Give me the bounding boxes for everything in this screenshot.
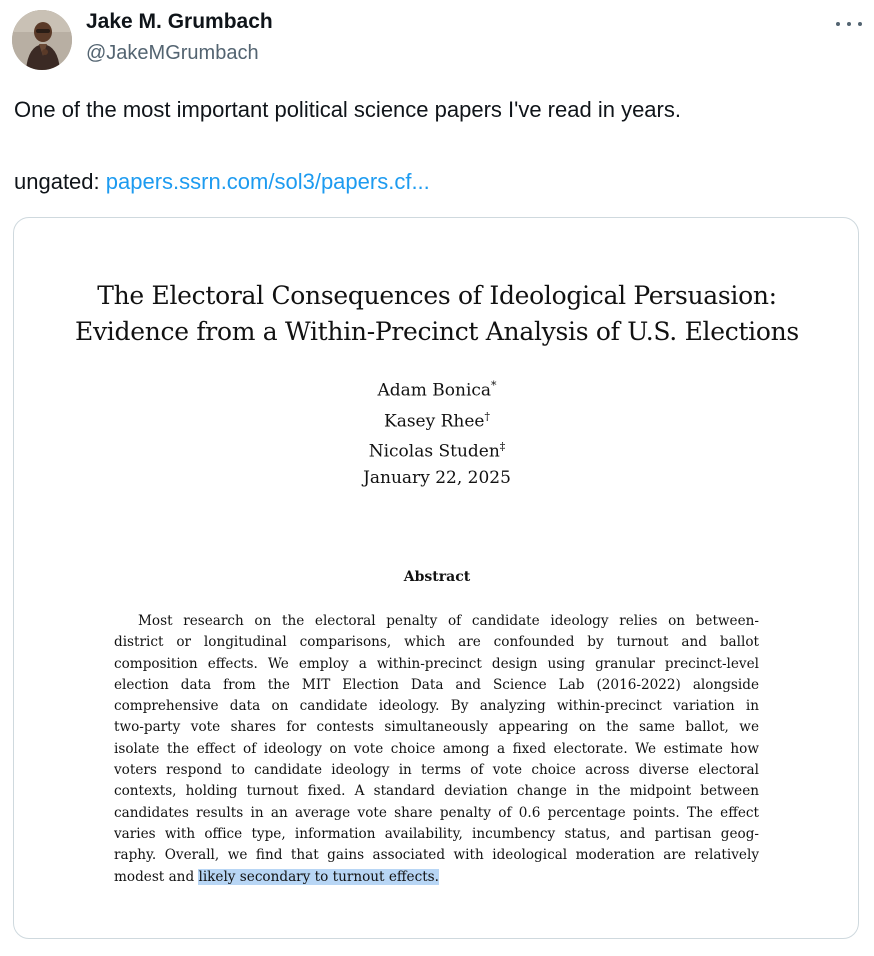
paper-author: Nicolas Studen‡ [368,440,506,462]
abstract-line: contexts, holding turnout fixed. A standard deviation change in the midpoint between [114,783,759,800]
abstract-line: varies with office type, information availability, incumbency status, and partisan geog- [114,825,759,842]
abstract-body [114,611,759,888]
abstract-line: isolate the effect of ideology on vote choice among a fixed electorate. We estimate how [114,740,759,757]
paper-title [14,278,859,350]
abstract-line: raphy. Overall, we find that gains associated with ideological moderation are relatively [114,847,759,864]
abstract-line: election data from the MIT Election Data and Science Lab (2016-2022) alongside [114,676,759,693]
abstract-line-last [114,867,759,888]
more-horizontal-icon [847,22,851,26]
more-horizontal-icon [858,22,862,26]
author-name[interactable]: Jake M. Grumbach [86,10,273,33]
attached-image[interactable] [13,217,859,939]
more-horizontal-icon [836,22,840,26]
paper-title-line-2: Evidence from a Within-Precinct Analysis of U.S. Elections [75,317,799,346]
more-options-button[interactable] [836,14,862,34]
paper-title-line-1: The Electoral Consequences of Ideological Persuasion: [97,281,777,310]
tweet-text: One of the most important political science papers I've read in years. [14,97,681,122]
abstract-line: composition effects. We employ a within-precinct design using granular precinct-level [114,655,759,672]
abstract-line: district or longitudinal comparisons, which are confounded by turnout and ballot [114,634,759,651]
abstract-last-plain: modest and [114,868,199,885]
abstract-line: voters respond to candidate ideology in terms of vote choice across diverse electoral [114,762,759,779]
abstract-line: Most research on the electoral penalty of candidate ideology relies on between- [138,613,759,629]
paper-link[interactable]: papers.ssrn.com/sol3/papers.cf... [105,169,430,194]
tweet-link-line [14,166,430,198]
author-handle[interactable]: @JakeMGrumbach [86,42,259,64]
abstract-heading: Abstract [403,569,471,585]
paper-author: Kasey Rhee† [384,409,490,432]
paper-page [14,218,859,939]
link-prefix: ungated: [14,169,106,194]
abstract-line: candidates results in an average vote share penalty of 0.6 percentage points. The effect [114,804,759,821]
paper-author: Adam Bonica* [377,379,497,401]
avatar[interactable] [12,10,72,70]
paper-date: January 22, 2025 [363,468,511,488]
highlighted-text: likely secondary to turnout effects. [198,868,439,885]
abstract-line: comprehensive data on candidate ideology. By analyzing within-precinct variation in [114,698,759,715]
paper-authors [14,373,859,465]
abstract-line: two-party vote shares for contests simultaneously appearing on the same ballot, we [114,719,759,736]
